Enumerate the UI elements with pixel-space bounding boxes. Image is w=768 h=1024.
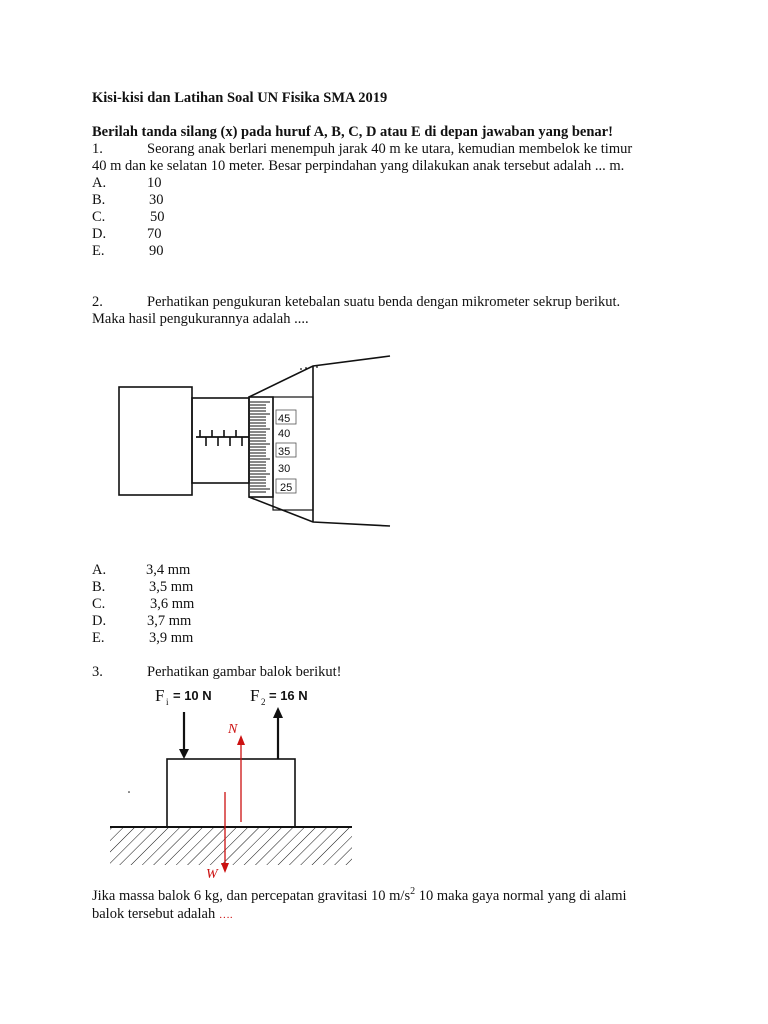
page-title: Kisi-kisi dan Latihan Soal UN Fisika SMA 2019 [92, 90, 388, 106]
q1-text-line2: 40 m dan ke selatan 10 meter. Besar perpindahan yang dilakukan anak tersebut adalah ... m. [92, 158, 625, 174]
sleeve [192, 398, 249, 483]
option-value: 10 [147, 175, 162, 191]
normal-label: N [228, 722, 238, 737]
q2-text-line2: Maka hasil pengukurannya adalah .... [92, 311, 309, 327]
q3-text-line2 [92, 888, 627, 905]
instruction: Berilah tanda silang (x) pada huruf A, B, C, D atau E di depan jawaban yang benar! [92, 124, 613, 140]
option-letter: C. [92, 596, 106, 612]
option-value: 3,9 mm [149, 630, 194, 646]
normal-force-arrow [237, 735, 245, 822]
option-letter: D. [92, 613, 107, 629]
thimble-scale [273, 397, 313, 510]
q3-text-sup: 2 [410, 886, 416, 898]
f1-value: = 10 N [173, 688, 212, 703]
option-letter: B. [92, 579, 106, 595]
f1-label: F [155, 686, 165, 705]
option-value: 90 [149, 243, 164, 259]
option-letter: E. [92, 243, 105, 259]
q2-text-line1: Perhatikan pengukuran ketebalan suatu benda dengan mikrometer sekrup berikut. [147, 294, 621, 310]
thimble-label-45: 45 [278, 413, 291, 425]
option-letter: C. [92, 209, 106, 225]
option-letter: A. [92, 175, 107, 191]
thimble-label-30: 30 [278, 463, 291, 475]
q1-text-line1: Seorang anak berlari menempuh jarak 40 m ke utara, kemudian membelok ke timur [147, 141, 633, 157]
ground-hatching [110, 827, 352, 865]
q3-trailing-dots: …. [218, 909, 233, 921]
q3-text-line1: Perhatikan gambar balok berikut! [147, 664, 342, 680]
f2-arrow [273, 707, 283, 759]
thimble-label-40: 40 [278, 428, 291, 440]
ratchet-cone-bottom [249, 497, 390, 526]
option-value: 70 [147, 226, 162, 242]
anvil-block [119, 387, 192, 495]
f2-value: = 16 N [269, 688, 308, 703]
option-value: 3,6 mm [150, 596, 195, 612]
q3-text-line3-main: balok tersebut adalah [92, 906, 216, 922]
option-value: 3,5 mm [149, 579, 194, 595]
thimble-graduations [250, 402, 270, 492]
thimble-label-25: 25 [280, 482, 293, 494]
ratchet-cone-top [249, 356, 390, 397]
block [167, 759, 295, 827]
option-value: 3,4 mm [146, 562, 191, 578]
f1-subscript: i [166, 697, 169, 707]
f2-label: F [250, 686, 260, 705]
f2-subscript: 2 [261, 697, 266, 707]
weight-label: W [206, 867, 218, 882]
option-value: 50 [150, 209, 165, 225]
q3-text-line3 [92, 906, 233, 924]
q1-number: 1. [92, 141, 103, 157]
option-value: 30 [149, 192, 164, 208]
option-value: 3,7 mm [147, 613, 192, 629]
q3-number: 3. [92, 664, 103, 680]
f1-arrow [179, 712, 189, 759]
option-letter: A. [92, 562, 107, 578]
q3-text-post: 10 maka gaya normal yang di alami [415, 888, 627, 904]
weight-arrow [221, 792, 229, 873]
q2-number: 2. [92, 294, 103, 310]
thimble-label-35: 35 [278, 446, 291, 458]
thimble [249, 397, 273, 497]
option-letter: D. [92, 226, 107, 242]
option-letter: E. [92, 630, 105, 646]
q3-text-pre: Jika massa balok 6 kg, dan percepatan gravitasi 10 m/s [92, 888, 411, 904]
option-letter: B. [92, 192, 106, 208]
